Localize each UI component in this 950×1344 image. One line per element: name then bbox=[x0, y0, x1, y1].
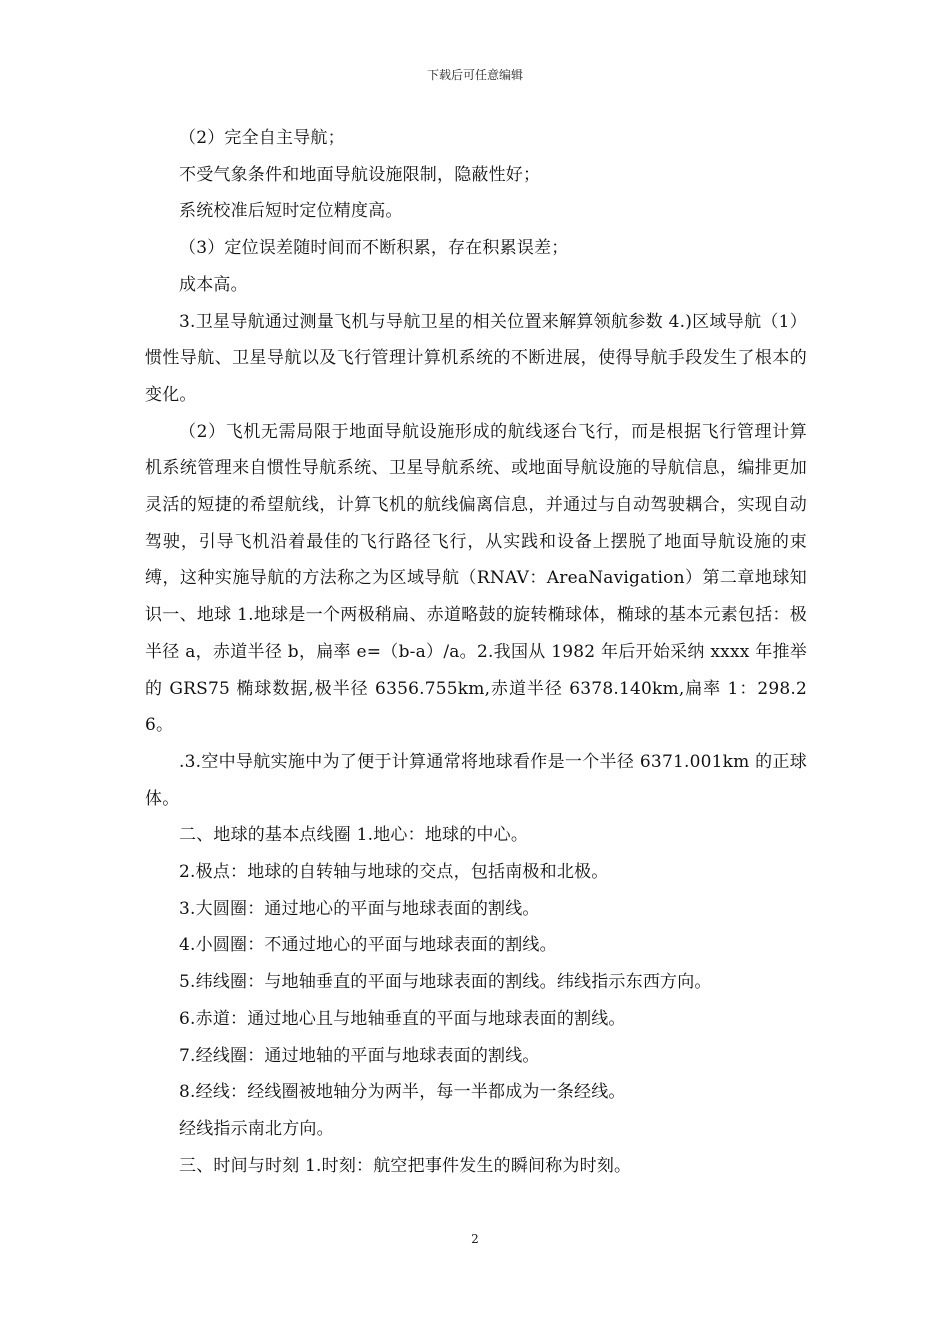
paragraph: 2.极点：地球的自转轴与地球的交点，包括南极和北极。 bbox=[179, 862, 609, 883]
paragraph: 3.卫星导航通过测量飞机与导航卫星的相关位置来解算领航参数 4.)区域导航（1）惯性导航、卫星导航以及飞行管理计算机系统的不断进展，使得导航手段发生了根本的变化。 bbox=[145, 311, 807, 405]
paragraph: （3）定位误差随时间而不断积累，存在积累误差； bbox=[179, 238, 569, 259]
paragraph: （2）完全自主导航； bbox=[179, 128, 345, 148]
paragraph: 6.赤道：通过地心且与地轴垂直的平面与地球表面的割线。 bbox=[179, 1008, 626, 1029]
document-body bbox=[145, 120, 807, 1184]
paragraph: 5.纬线圈：与地轴垂直的平面与地球表面的割线。纬线指示东西方向。 bbox=[179, 972, 712, 993]
paragraph: 3.大圆圈：通过地心的平面与地球表面的割线。 bbox=[179, 898, 540, 919]
paragraph: 三、时间与时刻 1.时刻：航空把事件发生的瞬间称为时刻。 bbox=[179, 1155, 632, 1176]
paragraph: 8.经线：经线圈被地轴分为两半，每一半都成为一条经线。 bbox=[179, 1082, 626, 1103]
paragraph: 不受气象条件和地面导航设施限制，隐蔽性好； bbox=[179, 164, 541, 185]
paragraph: 成本高。 bbox=[179, 274, 248, 295]
paragraph: 4.小圆圈：不通过地心的平面与地球表面的割线。 bbox=[179, 935, 557, 956]
paragraph: .3.空中导航实施中为了便于计算通常将地球看作是一个半径 6371.001km 的正球体。 bbox=[145, 751, 807, 809]
paragraph: （2）飞机无需局限于地面导航设施形成的航线逐台飞行，而是根据飞行管理计算机系统管理来自惯性导航系统、卫星导航系统、或地面导航设施的导航信息，编排更加灵活的短捷的希望航线，计算飞机的航线偏离信息，并通过与自动驾驶耦合，实现自动驾驶，引导飞机沿着最佳的飞行路径飞行，从实践和设备上摆脱了地面导航设施的束缚，这种实施导航的方法称之为区域导航（RNAV：AreaNavigation）第二章地球知识一、地球 1.地球是一个两极稍扁、赤道略鼓的旋转椭球体，椭球的基本元素包括：极半径 a，赤道半径 b，扁率 e=（b-a）/a。2.我国从 1982 年后开始采纳 xxxx 年推举的 GRS75 椭球数据,极半径 6356.755km,赤道半径 6378.140km,扁率 1：298.26。 bbox=[145, 421, 807, 736]
page-number: 2 bbox=[471, 1232, 479, 1246]
paragraph: 7.经线圈：通过地轴的平面与地球表面的割线。 bbox=[179, 1045, 540, 1066]
page-header: 下载后可任意编辑 bbox=[426, 68, 523, 82]
paragraph: 系统校准后短时定位精度高。 bbox=[179, 201, 403, 222]
paragraph: 二、地球的基本点线圈 1.地心：地球的中心。 bbox=[179, 825, 529, 846]
paragraph: 经线指示南北方向。 bbox=[179, 1118, 334, 1139]
